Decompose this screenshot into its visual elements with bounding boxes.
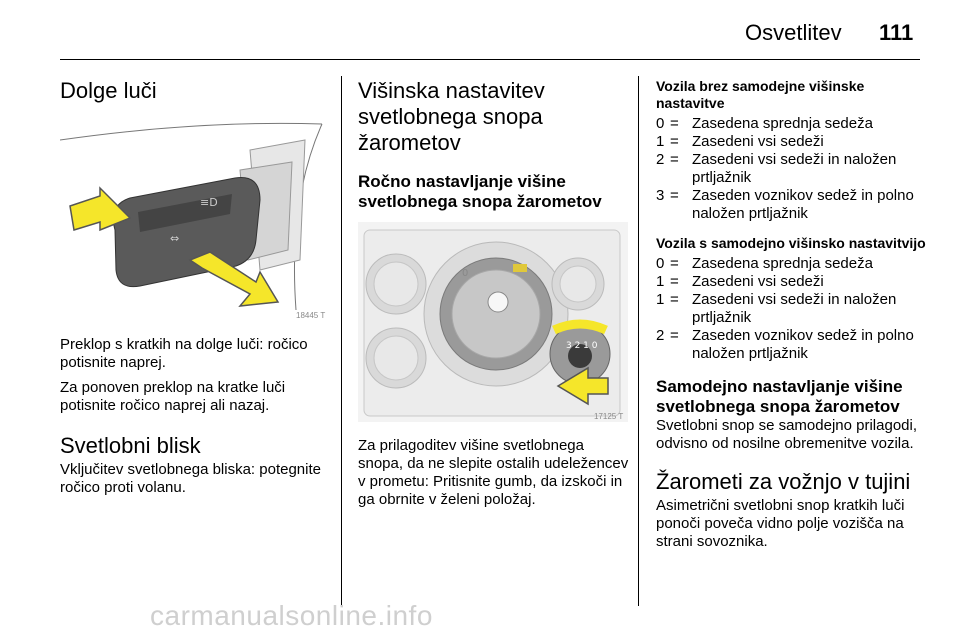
svg-text:⇔: ⇔ xyxy=(170,232,180,245)
list-item-text: Zaseden voznikov sedež in polno naložen prtljažnik xyxy=(692,327,914,362)
list-item-equals: = xyxy=(670,151,679,168)
list-item xyxy=(656,187,926,223)
list-item-text: Zaseden voznikov sedež in polno naložen prtljažnik xyxy=(692,187,914,222)
list-item-number: 1 xyxy=(656,133,665,150)
page-header-title: Osvetlitev xyxy=(745,20,842,45)
svg-text:≡D: ≡D xyxy=(200,196,218,209)
figure-code-1: 18445 T xyxy=(296,311,326,320)
list-item-text: Zasedeni vsi sedeži xyxy=(692,273,824,290)
paragraph-low-beam: Za ponoven preklop na kratke luči potisnite ročico naprej ali nazaj. xyxy=(60,379,286,414)
heading-headlight-range: Višinska nastavitev svetlobnega snopa žarometov xyxy=(358,78,545,155)
list-item-equals: = xyxy=(670,133,679,150)
paragraph-auto-range: Svetlobni snop se samodejno prilagodi, odvisno od nosilne obremenitve vozila. xyxy=(656,417,917,452)
heading-headlight-flash: Svetlobni blisk xyxy=(60,433,201,458)
list-item-number: 1 xyxy=(656,291,665,308)
figure-lever-high-beam xyxy=(60,110,330,320)
list-item xyxy=(656,115,926,133)
list-item-number: 0 xyxy=(656,255,665,272)
list-item-number: 3 xyxy=(656,187,665,204)
heading-without-auto: Vozila brez samodejne višinske nastavitve xyxy=(656,78,865,111)
list-item xyxy=(656,291,926,327)
list-item-equals: = xyxy=(670,273,679,290)
list-item-text: Zasedena sprednja sedeža xyxy=(692,115,873,132)
list-item-equals: = xyxy=(670,327,679,344)
column-1 xyxy=(60,78,330,104)
figure-code-2: 17125 T xyxy=(594,412,624,421)
list-item-text: Zasedeni vsi sedeži in naložen prtljažnik xyxy=(692,291,897,326)
column-2-text xyxy=(358,437,630,509)
list-item-number: 2 xyxy=(656,327,665,344)
list-item xyxy=(656,273,926,291)
column-divider-2 xyxy=(638,76,639,606)
heading-with-auto: Vozila s samodejno višinsko nastavitvijo xyxy=(656,235,926,251)
column-1-text xyxy=(60,336,332,497)
column-2 xyxy=(358,78,628,212)
watermark: carmanualsonline.info xyxy=(150,600,433,631)
list-item-equals: = xyxy=(670,187,679,204)
list-item-number: 0 xyxy=(656,115,665,132)
heading-auto-range: Samodejno nastavljanje višine svetlobnega snopa žarometov xyxy=(656,377,903,416)
list-item xyxy=(656,327,926,363)
list-item-text: Zasedeni vsi sedeži in naložen prtljažnik xyxy=(692,151,897,186)
list-item-number: 1 xyxy=(656,273,665,290)
paragraph-adjust-range: Za prilagoditev višine svetlobnega snopa, da ne slepite ostalih udeležencev v prometu: Pritisnite gumb, da izskoči in ga obrnite v želeni položaj. xyxy=(358,437,629,508)
dial-digits: 3 2 1 0 xyxy=(566,341,598,351)
heading-manual-range: Ročno nastavljanje višine svetlobnega snopa žarometov xyxy=(358,172,602,211)
column-divider-1 xyxy=(341,76,342,606)
list-item-number: 2 xyxy=(656,151,665,168)
list-item-text: Zasedeni vsi sedeži xyxy=(692,133,824,150)
column-3 xyxy=(656,78,926,551)
dial-zero-label: 0 xyxy=(462,268,469,279)
paragraph-travel-abroad: Asimetrični svetlobni snop kratkih luči ponoči poveča vidno polje vozišča na strani sovoznika. xyxy=(656,497,905,550)
list-item xyxy=(656,133,926,151)
paragraph-flash: Vključitev svetlobnega bliska: potegnite ročico proti volanu. xyxy=(60,461,321,496)
list-item xyxy=(656,151,926,187)
headlight-indicator-icon xyxy=(513,264,527,272)
list-with-auto xyxy=(656,255,926,363)
heading-travel-abroad: Žarometi za vožnjo v tujini xyxy=(656,469,911,494)
header-rule xyxy=(60,59,920,60)
list-without-auto xyxy=(656,115,926,223)
list-item-equals: = xyxy=(670,115,679,132)
list-item-equals: = xyxy=(670,291,679,308)
list-item-equals: = xyxy=(670,255,679,272)
heading-high-beam: Dolge luči xyxy=(60,78,157,103)
page-number: 111 xyxy=(879,20,914,45)
figure-light-switch-panel xyxy=(358,222,628,422)
paragraph-high-beam: Preklop s kratkih na dolge luči: ročico potisnite naprej. xyxy=(60,336,308,371)
list-item xyxy=(656,255,926,273)
list-item-text: Zasedena sprednja sedeža xyxy=(692,255,873,272)
